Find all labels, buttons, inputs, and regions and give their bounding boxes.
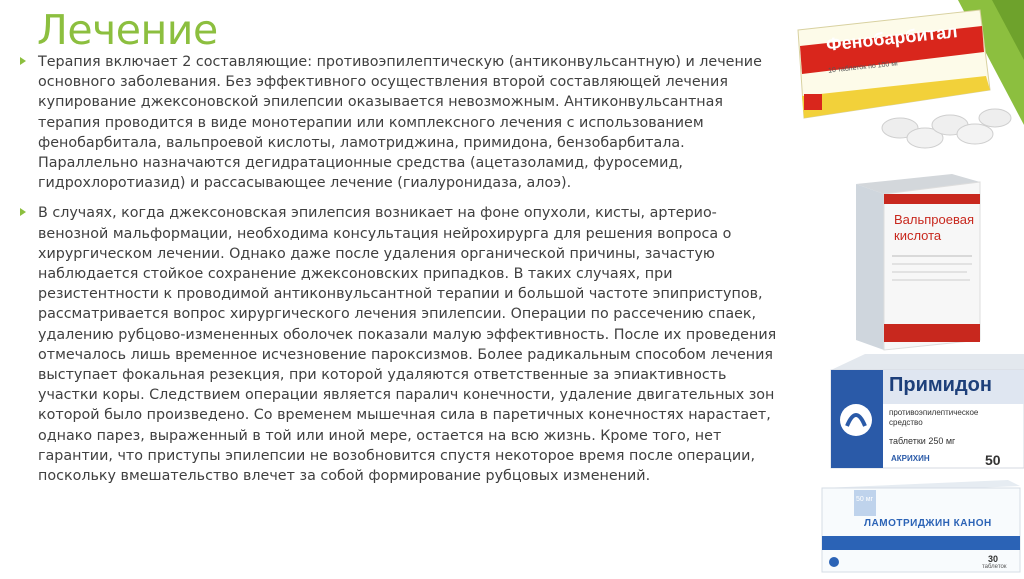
lamotrigine-name: ЛАМОТРИДЖИН КАНОН <box>864 518 992 529</box>
bullet-arrow-icon <box>20 57 26 65</box>
primidone-brand: АКРИХИН <box>891 454 930 463</box>
paragraph-surgery <box>18 203 783 486</box>
valproic-name-line2: кислота <box>894 228 942 243</box>
slide-title: Лечение <box>37 6 218 54</box>
valproic-acid-pack-image <box>852 172 984 352</box>
phenobarbital-sub: 10 таблеток по 100 мг <box>827 60 900 75</box>
primidone-dose: таблетки 250 мг <box>889 436 956 446</box>
bullet-arrow-icon <box>20 208 26 216</box>
primidone-desc2: средство <box>889 418 923 427</box>
paragraph-text: Терапия включает 2 составляющие: противоэпилептическую (антиконвульсантную) и лечение основного заболевания. Без эффективного осуществления второй составляющей лечения купирование джексоновской эпилепсии оказывается невозможным. Антиконвульсантная терапия проводится в виде монотерапии или комплексного лечения с использованием фенобарбитала, вальпроевой кислоты, ламотриджина, примидона, бензобарбитала. Параллельно назначаются дегидратационные средства (ацетазоламид, фуросемид, гидрохлоротиазид) и рассасывающее лечение (гиалуронидаза, алоэ). <box>38 54 762 192</box>
lamotrigine-count: 30 <box>988 554 999 564</box>
paragraph-text: В случаях, когда джексоновская эпилепсия возникает на фоне опухоли, кисты, артерио-венозной мальформации, необходима консультация нейрохирурга для решения вопроса о хирургическом лечении. Однако даже после удаления органической причины, зачастую наблюдается стойкое сохранение джексоновских припадков. В таких случаях, при резистентности к проводимой антиконвульсантной терапии и большой частоте эпиприступов, рассматривается вопрос хирургического лечения эпилепсии. Операции по рассечению спаек, удалению рубцово-измененных оболочек показали малую эффективность. После их проведения отмечалось лишь временное исчезновение пароксизмов. Более радикальным способом лечения выступает фокальная резекция, при которой удаляются ответственные за эпиактивность участки коры. Следствием операции является паралич конечности, удаление двигательных зон которой было произведено. Со временем мышечная сила в паретичных конечностях нарастает, однако парез, выраженный в той или иной мере, остается на всю жизнь. Кроме того, нет гарантии, что приступы эпилепсии не возобновится спустя некоторое время после операции, поскольку вмешательство влечет за собой формирование рубцовых изменений. <box>38 205 777 485</box>
phenobarbital-name: Фенобарбитал <box>825 21 959 55</box>
valproic-name-line1: Вальпроевая <box>894 212 975 227</box>
lamotrigine-count-label: таблеток <box>982 564 1007 570</box>
slide-body <box>18 52 783 496</box>
paragraph-therapy <box>18 52 783 193</box>
valproic-pack-graphic <box>852 172 984 352</box>
primidone-count: 50 <box>985 452 1001 468</box>
phenobarbital-pack-image <box>790 0 1022 160</box>
primidone-pack-image <box>825 352 1024 470</box>
phenobarbital-pack-graphic <box>790 0 1022 160</box>
lamotrigine-pack-image <box>818 478 1022 574</box>
primidone-name: Примидон <box>889 374 992 396</box>
primidone-desc1: противоэпилептическое <box>889 408 979 417</box>
lamotrigine-dose: 50 мг <box>856 496 874 503</box>
